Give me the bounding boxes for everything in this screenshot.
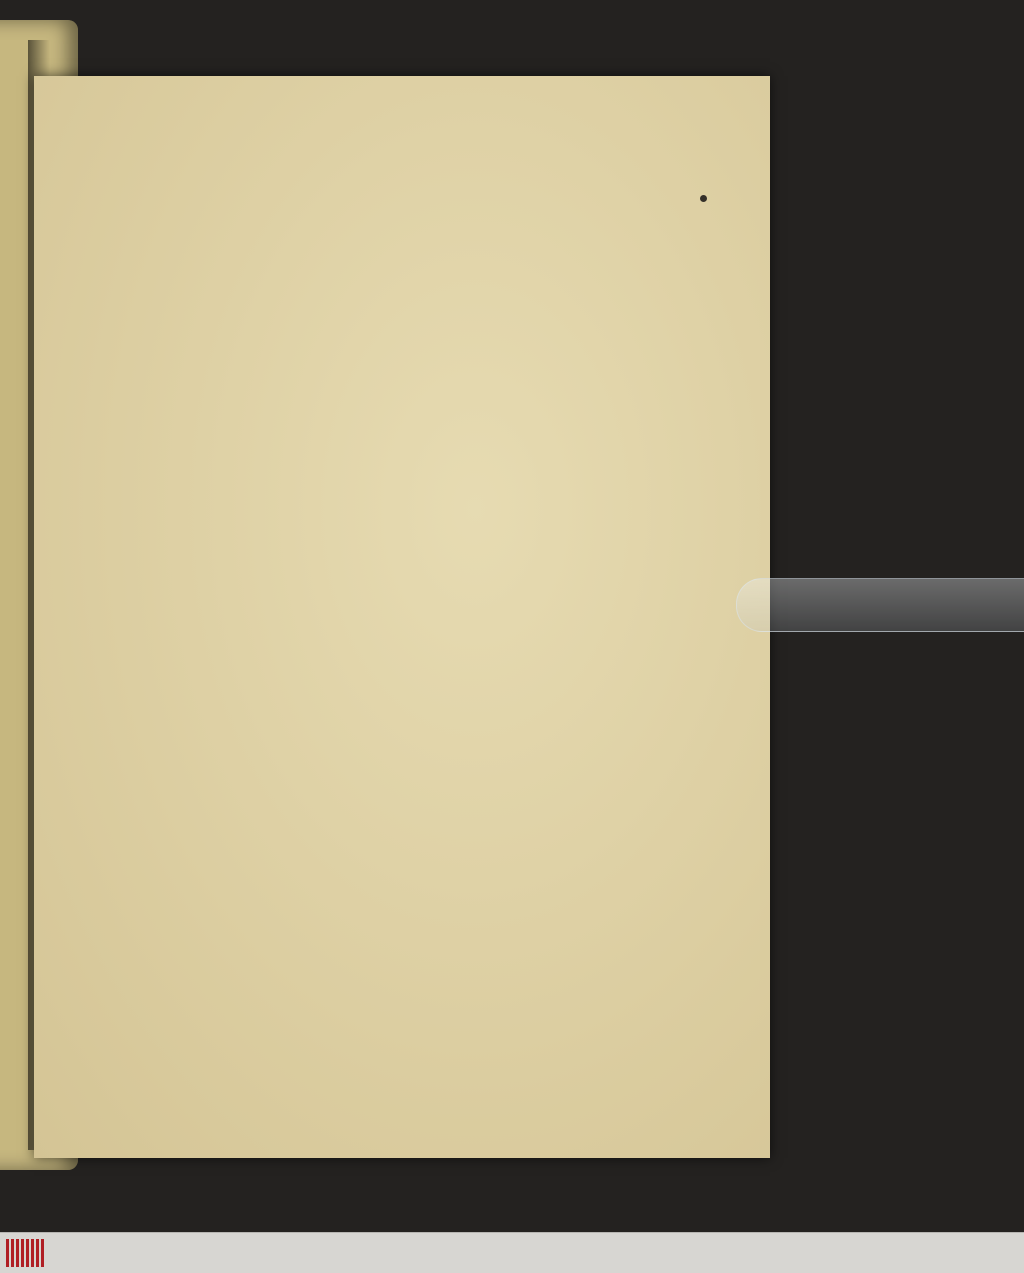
text-column-right bbox=[370, 132, 656, 135]
page-clip bbox=[736, 578, 1024, 632]
hab-logo-icon[interactable] bbox=[6, 1239, 44, 1267]
facing-page-bleed-top bbox=[34, 76, 82, 476]
facing-page-bleed-lower bbox=[34, 516, 82, 1116]
ink-dot bbox=[700, 195, 707, 202]
status-bar bbox=[0, 1232, 1024, 1273]
book-page bbox=[34, 76, 770, 1158]
